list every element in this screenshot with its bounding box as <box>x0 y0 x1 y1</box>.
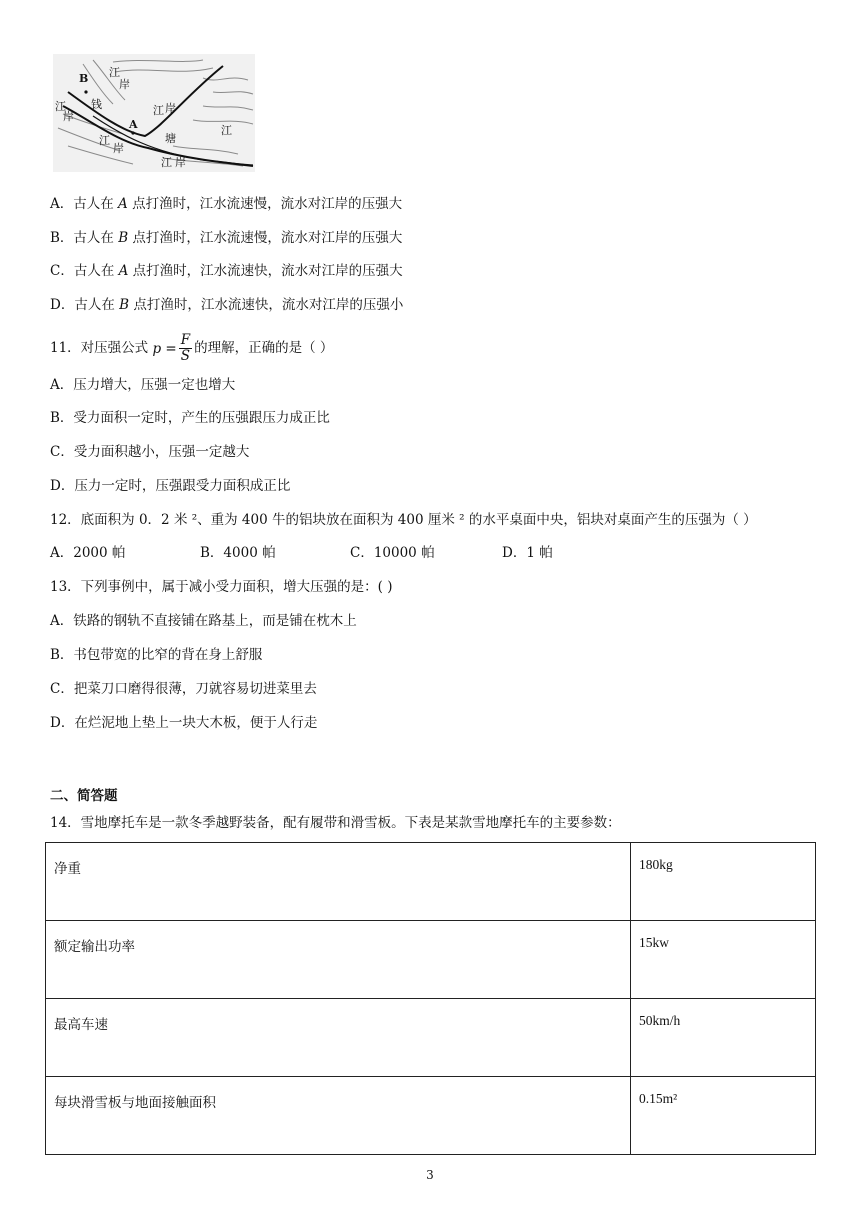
map-label-B: B <box>79 72 89 85</box>
map-label: 岸 <box>165 102 176 115</box>
q12-option-b: B．4000 帕 <box>200 545 276 561</box>
table-row <box>46 843 816 921</box>
q10-option-a: A．古人在 A 点打渔时，江水流速慢，流水对江岸的压强大 <box>50 196 403 212</box>
table-cell-value: 50km/h <box>631 999 816 1077</box>
section-heading: 二、简答题 <box>50 788 118 804</box>
table-row <box>46 999 816 1077</box>
map-label: 江 <box>109 66 120 79</box>
map-label: 岸 <box>175 156 186 169</box>
table-row <box>46 921 816 999</box>
table-cell-param: 每块滑雪板与地面接触面积 <box>46 1077 631 1155</box>
q12-options <box>50 543 553 563</box>
table-cell-value: 15kw <box>631 921 816 999</box>
map-label: 钱 <box>91 98 102 111</box>
table-row <box>46 1077 816 1155</box>
q13-option-b: B．书包带宽的比窄的背在身上舒服 <box>50 647 263 663</box>
q14-stem: 14．雪地摩托车是一款冬季越野装备，配有履带和滑雪板。下表是某款雪地摩托车的主要参数： <box>50 815 621 831</box>
map-label-A: A <box>129 118 138 131</box>
q13-option-a: A．铁路的钢轨不直接铺在路基上，而是铺在枕木上 <box>50 613 357 629</box>
table-cell-value: 180kg <box>631 843 816 921</box>
formula-fraction: $\frac{F}{S}$ <box>180 332 191 364</box>
map-label: 岸 <box>63 110 74 123</box>
map-label: 江 <box>99 134 110 147</box>
q11-option-b: B．受力面积一定时，产生的压强跟压力成正比 <box>50 410 330 426</box>
river-map-figure <box>53 54 255 172</box>
map-label: 江 <box>221 124 232 137</box>
parameter-table <box>45 842 816 1155</box>
q11-option-d: D．压力一定时，压强跟受力面积成正比 <box>50 478 291 494</box>
q13-option-c: C．把菜刀口磨得很薄，刀就容易切进菜里去 <box>50 681 317 697</box>
q10-option-d: D．古人在 B 点打渔时，江水流速快，流水对江岸的压强小 <box>50 297 404 313</box>
map-label: 江 <box>153 104 164 117</box>
q11-option-a: A．压力增大，压强一定也增大 <box>50 377 236 393</box>
map-label: 岸 <box>119 78 130 91</box>
map-label: 江 <box>161 156 172 169</box>
table-cell-param: 最高车速 <box>46 999 631 1077</box>
map-label: 江 <box>55 100 66 113</box>
q12-option-d: D．1 帕 <box>502 545 553 561</box>
q10-option-c: C．古人在 A 点打渔时，江水流速快，流水对江岸的压强大 <box>50 263 403 279</box>
map-label: 岸 <box>113 142 124 155</box>
q12-option-a: A．2000 帕 <box>50 545 126 561</box>
page-number: 3 <box>426 1168 434 1182</box>
table-cell-param: 净重 <box>46 843 631 921</box>
map-label: 塘 <box>165 132 176 145</box>
pressure-formula: p = <box>152 340 177 357</box>
q10-option-b: B．古人在 B 点打渔时，江水流速慢，流水对江岸的压强大 <box>50 230 403 246</box>
q13-option-d: D．在烂泥地上垫上一块大木板，便于人行走 <box>50 715 318 731</box>
q12-stem: 12．底面积为 0．2 米 ²、重为 400 牛的铝块放在面积为 400 厘米 ² 的水平桌面中央，铝块对桌面产生的压强为（ ） <box>50 512 757 528</box>
q11-option-c: C．受力面积越小，压强一定越大 <box>50 444 250 460</box>
table-cell-param: 额定输出功率 <box>46 921 631 999</box>
q13-stem: 13．下列事例中，属于减小受力面积，增大压强的是：( ) <box>50 579 393 595</box>
q12-option-c: C．10000 帕 <box>350 545 435 561</box>
river-map-svg <box>53 54 255 172</box>
table-cell-value: 0.15m² <box>631 1077 816 1155</box>
q11-stem: 11．对压强公式 p = $\frac{F}{S}$ 的理解，正确的是（ ） <box>50 332 334 364</box>
